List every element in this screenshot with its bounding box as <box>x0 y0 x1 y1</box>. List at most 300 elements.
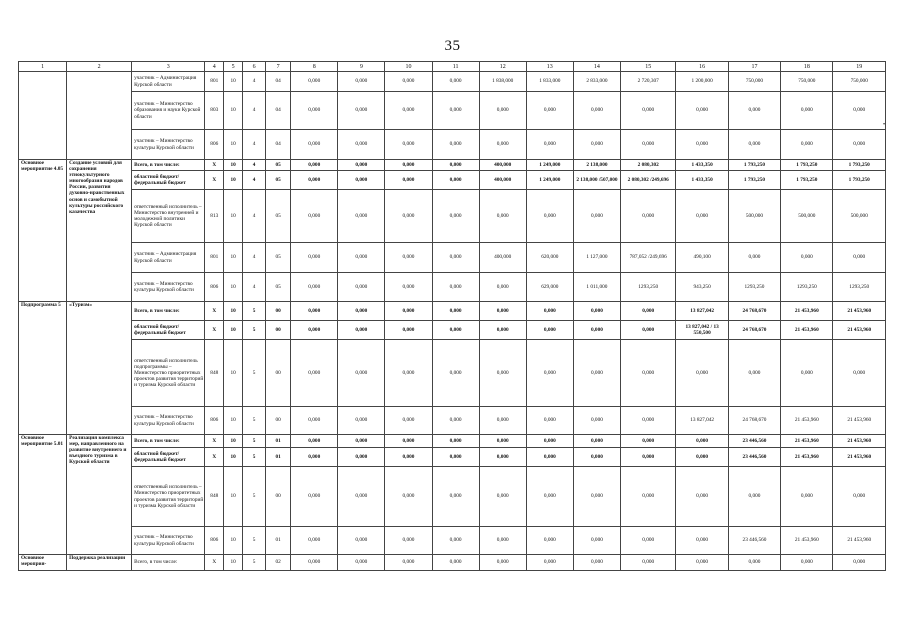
amount-cell: 21 453,960 <box>833 321 886 340</box>
amount-cell: 0,000 <box>620 435 675 448</box>
budget-code-cell: 05 <box>266 243 291 273</box>
budget-code-cell: Х <box>205 171 224 190</box>
amount-cell: 0,000 <box>781 243 833 273</box>
amount-cell: 0,000 <box>728 340 780 407</box>
column-number: 4 <box>205 62 224 72</box>
amount-cell: 0,000 <box>728 555 780 571</box>
amount-cell: 1 793,250 <box>833 171 886 190</box>
amount-cell: 0,000 <box>432 302 479 321</box>
amount-cell: 0,000 <box>291 435 338 448</box>
column-number: 5 <box>224 62 243 72</box>
table-row <box>19 72 886 92</box>
budget-code-cell: 848 <box>205 340 224 407</box>
amount-cell: 400,000 <box>479 243 526 273</box>
table-row <box>19 92 886 130</box>
table-row <box>19 190 886 243</box>
amount-cell: 0,000 <box>385 72 432 92</box>
table-row <box>19 160 886 171</box>
funding-source-cell: Всего, в том числе: <box>132 160 205 171</box>
budget-code-cell: 4 <box>243 160 266 171</box>
budget-code-cell: Х <box>205 302 224 321</box>
budget-code-cell: 10 <box>224 527 243 555</box>
amount-cell: 21 453,960 <box>781 321 833 340</box>
amount-cell: 0,000 <box>833 92 886 130</box>
budget-code-cell: 5 <box>243 302 266 321</box>
amount-cell: 0,000 <box>620 302 675 321</box>
amount-cell: 750,000 <box>833 72 886 92</box>
column-number: 13 <box>526 62 573 72</box>
budget-code-cell: 04 <box>266 72 291 92</box>
column-number: 15 <box>620 62 675 72</box>
amount-cell: 0,000 <box>432 321 479 340</box>
budget-code-cell: 4 <box>243 72 266 92</box>
budget-code-cell: 05 <box>266 171 291 190</box>
budget-code-cell: 806 <box>205 527 224 555</box>
amount-cell: 0,000 <box>385 92 432 130</box>
budget-code-cell: 10 <box>224 555 243 571</box>
amount-cell: 0,000 <box>676 92 728 130</box>
budget-code-cell: 4 <box>243 171 266 190</box>
amount-cell: 21 453,960 <box>781 407 833 435</box>
amount-cell: 0,000 <box>291 448 338 467</box>
table-row <box>19 407 886 435</box>
budget-code-cell: 10 <box>224 72 243 92</box>
budget-code-cell: 4 <box>243 92 266 130</box>
budget-table <box>18 61 886 571</box>
amount-cell: 0,000 <box>526 302 573 321</box>
amount-cell: 0,000 <box>781 130 833 160</box>
table-row <box>19 555 886 571</box>
amount-cell: 1 433,350 <box>676 160 728 171</box>
amount-cell: 0,000 <box>385 130 432 160</box>
table-row <box>19 467 886 527</box>
amount-cell: 0,000 <box>526 448 573 467</box>
amount-cell: 0,000 <box>385 340 432 407</box>
amount-cell: 0,000 <box>676 467 728 527</box>
amount-cell: 1 249,000 <box>526 160 573 171</box>
budget-code-cell: 806 <box>205 130 224 160</box>
amount-cell: 0,000 <box>291 160 338 171</box>
table-row <box>19 302 886 321</box>
funding-source-cell: ответственный исполнитель подпрограммы – Министерство приоритетных проектов развития территорий и туризма Курской области <box>132 340 205 407</box>
budget-code-cell: 10 <box>224 321 243 340</box>
amount-cell: 0,000 <box>338 243 385 273</box>
amount-cell: 0,000 <box>479 302 526 321</box>
budget-code-cell: Х <box>205 448 224 467</box>
amount-cell: 0,000 <box>833 130 886 160</box>
amount-cell: 21 453,960 <box>833 527 886 555</box>
column-number: 12 <box>479 62 526 72</box>
column-number: 2 <box>67 62 132 72</box>
amount-cell: 0,000 <box>573 92 620 130</box>
amount-cell: 2 080,302 /249,696 <box>620 171 675 190</box>
amount-cell: 0,000 <box>432 130 479 160</box>
amount-cell: 21 453,960 <box>833 448 886 467</box>
funding-source-cell: Всего, в том числе: <box>132 435 205 448</box>
column-number: 8 <box>291 62 338 72</box>
budget-code-cell: 801 <box>205 243 224 273</box>
amount-cell: 24 768,670 <box>728 321 780 340</box>
budget-code-cell: 10 <box>224 160 243 171</box>
budget-code-cell: 10 <box>224 190 243 243</box>
amount-cell: 0,000 <box>479 130 526 160</box>
amount-cell: 0,000 <box>338 435 385 448</box>
amount-cell: 0,000 <box>385 435 432 448</box>
funding-source-cell: ответственный исполнитель – Министерство приоритетных проектов развития территорий и туризма Курской области <box>132 467 205 527</box>
budget-code-cell: 00 <box>266 302 291 321</box>
amount-cell: 0,000 <box>291 190 338 243</box>
program-name-cell <box>67 72 132 160</box>
amount-cell: 13 827,042 <box>676 302 728 321</box>
budget-code-cell: 04 <box>266 92 291 130</box>
funding-source-cell: участник – Министерство культуры Курской области <box>132 407 205 435</box>
amount-cell: 0,000 <box>291 273 338 302</box>
amount-cell: 750,000 <box>781 72 833 92</box>
amount-cell: 0,000 <box>479 448 526 467</box>
budget-code-cell: 02 <box>266 555 291 571</box>
amount-cell: 0,000 <box>781 555 833 571</box>
amount-cell: 0,000 <box>728 130 780 160</box>
amount-cell: 500,000 <box>833 190 886 243</box>
amount-cell: 21 453,960 <box>833 407 886 435</box>
column-number: 16 <box>676 62 728 72</box>
amount-cell: 0,000 <box>526 467 573 527</box>
amount-cell: 0,000 <box>338 72 385 92</box>
column-number-row <box>19 62 886 72</box>
budget-code-cell: Х <box>205 435 224 448</box>
amount-cell: 0,000 <box>573 130 620 160</box>
amount-cell: 0,000 <box>573 527 620 555</box>
amount-cell: 1293,250 <box>620 273 675 302</box>
amount-cell: 0,000 <box>479 340 526 407</box>
amount-cell: 0,000 <box>385 448 432 467</box>
column-number: 14 <box>573 62 620 72</box>
amount-cell: 1 838,000 <box>479 72 526 92</box>
amount-cell: 0,000 <box>338 555 385 571</box>
amount-cell: 21 453,960 <box>833 435 886 448</box>
budget-code-cell: Х <box>205 160 224 171</box>
amount-cell: 0,000 <box>573 190 620 243</box>
amount-cell: 0,000 <box>620 407 675 435</box>
amount-cell: 2 833,000 <box>573 72 620 92</box>
amount-cell: 0,000 <box>526 407 573 435</box>
amount-cell: 0,000 <box>526 435 573 448</box>
amount-cell: 0,000 <box>620 340 675 407</box>
budget-code-cell: 04 <box>266 130 291 160</box>
amount-cell: 0,000 <box>479 92 526 130</box>
program-status-cell: Основное мероприятие 5.01 <box>19 435 67 555</box>
budget-code-cell: 05 <box>266 190 291 243</box>
amount-cell: 0,000 <box>291 130 338 160</box>
budget-code-cell: 801 <box>205 72 224 92</box>
amount-cell: 1293,250 <box>781 273 833 302</box>
amount-cell: 0,000 <box>479 467 526 527</box>
table-row <box>19 321 886 340</box>
amount-cell: 0,000 <box>338 448 385 467</box>
program-name-cell: Реализация комплекса мер, направленного на развитие внутреннего и въездного туризма в Курской области <box>67 435 132 555</box>
amount-cell: 0,000 <box>526 190 573 243</box>
funding-source-cell: участник – Администрация Курской области <box>132 243 205 273</box>
amount-cell: 0,000 <box>620 92 675 130</box>
budget-code-cell: 00 <box>266 407 291 435</box>
funding-source-cell: областной бюджет/ федеральный бюджет <box>132 448 205 467</box>
budget-code-cell: 5 <box>243 435 266 448</box>
amount-cell: 1293,250 <box>833 273 886 302</box>
amount-cell: 0,000 <box>620 190 675 243</box>
amount-cell: 0,000 <box>573 435 620 448</box>
amount-cell: 1 793,250 <box>781 171 833 190</box>
amount-cell: 0,000 <box>338 302 385 321</box>
column-number: 19 <box>833 62 886 72</box>
table-row <box>19 435 886 448</box>
amount-cell: 0,000 <box>728 467 780 527</box>
amount-cell: 0,000 <box>385 273 432 302</box>
amount-cell: 0,000 <box>526 527 573 555</box>
table-body <box>19 62 886 571</box>
amount-cell: 1 793,250 <box>781 160 833 171</box>
column-number: 9 <box>338 62 385 72</box>
page-number: 35 <box>444 38 461 54</box>
amount-cell: 0,000 <box>291 72 338 92</box>
amount-cell: 400,000 <box>479 171 526 190</box>
table-row <box>19 130 886 160</box>
funding-source-cell: участник – Министерство культуры Курской области <box>132 527 205 555</box>
amount-cell: 0,000 <box>526 321 573 340</box>
amount-cell: 0,000 <box>338 92 385 130</box>
amount-cell: 0,000 <box>432 555 479 571</box>
amount-cell: 629,000 <box>526 273 573 302</box>
budget-code-cell: 5 <box>243 467 266 527</box>
column-number: 3 <box>132 62 205 72</box>
amount-cell: 0,000 <box>338 527 385 555</box>
amount-cell: 0,000 <box>291 527 338 555</box>
amount-cell: 0,000 <box>620 321 675 340</box>
amount-cell: 943,250 <box>676 273 728 302</box>
amount-cell: 2 138,000 <box>573 160 620 171</box>
amount-cell: 21 453,960 <box>781 302 833 321</box>
amount-cell: 0,000 <box>432 160 479 171</box>
table-row <box>19 527 886 555</box>
program-name-cell: «Туризм» <box>67 302 132 435</box>
amount-cell: 0,000 <box>479 555 526 571</box>
amount-cell: 0,000 <box>526 92 573 130</box>
amount-cell: 0,000 <box>291 243 338 273</box>
amount-cell: 0,000 <box>432 448 479 467</box>
amount-cell: 0,000 <box>833 467 886 527</box>
budget-code-cell: 10 <box>224 171 243 190</box>
amount-cell: 0,000 <box>526 555 573 571</box>
budget-code-cell: 00 <box>266 467 291 527</box>
budget-code-cell: Х <box>205 321 224 340</box>
amount-cell: 0,000 <box>432 243 479 273</box>
amount-cell: 0,000 <box>432 273 479 302</box>
amount-cell: 0,000 <box>385 321 432 340</box>
budget-code-cell: 813 <box>205 190 224 243</box>
amount-cell: 0,000 <box>676 340 728 407</box>
budget-code-cell: 4 <box>243 273 266 302</box>
amount-cell: 1293,250 <box>728 273 780 302</box>
amount-cell: 0,000 <box>338 321 385 340</box>
amount-cell: 0,000 <box>432 190 479 243</box>
budget-code-cell: 00 <box>266 340 291 407</box>
funding-source-cell: Всего, в том числе: <box>132 555 205 571</box>
column-number: 18 <box>781 62 833 72</box>
amount-cell: 0,000 <box>338 160 385 171</box>
amount-cell: 23 446,560 <box>728 448 780 467</box>
program-name-cell: Поддержка реализации <box>67 555 132 571</box>
budget-code-cell: 848 <box>205 467 224 527</box>
stray-mark: • <box>883 122 886 128</box>
amount-cell: 0,000 <box>781 92 833 130</box>
column-number: 10 <box>385 62 432 72</box>
amount-cell: 0,000 <box>432 92 479 130</box>
column-number: 17 <box>728 62 780 72</box>
budget-code-cell: 00 <box>266 321 291 340</box>
funding-source-cell: участник – Министерство образования и науки Курской области <box>132 92 205 130</box>
amount-cell: 0,000 <box>385 243 432 273</box>
amount-cell: 0,000 <box>385 302 432 321</box>
amount-cell: 0,000 <box>526 130 573 160</box>
amount-cell: 0,000 <box>676 527 728 555</box>
budget-code-cell: 10 <box>224 302 243 321</box>
amount-cell: 0,000 <box>781 340 833 407</box>
budget-code-cell: 05 <box>266 160 291 171</box>
amount-cell: 21 453,960 <box>781 448 833 467</box>
amount-cell: 13 827,042 <box>676 407 728 435</box>
amount-cell: 0,000 <box>338 467 385 527</box>
amount-cell: 24 768,670 <box>728 302 780 321</box>
amount-cell: 0,000 <box>338 130 385 160</box>
amount-cell: 0,000 <box>291 340 338 407</box>
amount-cell: 0,000 <box>728 243 780 273</box>
amount-cell: 1 011,000 <box>573 273 620 302</box>
amount-cell: 0,000 <box>479 407 526 435</box>
budget-code-cell: 5 <box>243 407 266 435</box>
amount-cell: 13 827,042 / 13 550,500 <box>676 321 728 340</box>
amount-cell: 0,000 <box>432 171 479 190</box>
budget-code-cell: 10 <box>224 448 243 467</box>
amount-cell: 2 080,302 <box>620 160 675 171</box>
column-number: 1 <box>19 62 67 72</box>
amount-cell: 0,000 <box>385 527 432 555</box>
budget-code-cell: 05 <box>266 273 291 302</box>
amount-cell: 1 833,000 <box>526 72 573 92</box>
amount-cell: 21 453,960 <box>781 527 833 555</box>
funding-source-cell: ответственный исполнитель – Министерство внутренней и молодежной политики Курской области <box>132 190 205 243</box>
budget-code-cell: Х <box>205 555 224 571</box>
budget-code-cell: 806 <box>205 273 224 302</box>
amount-cell: 0,000 <box>432 527 479 555</box>
amount-cell: 0,000 <box>432 340 479 407</box>
amount-cell: 24 768,670 <box>728 407 780 435</box>
amount-cell: 0,000 <box>620 448 675 467</box>
amount-cell: 23 446,560 <box>728 527 780 555</box>
program-status-cell <box>19 72 67 160</box>
amount-cell: 0,000 <box>338 340 385 407</box>
amount-cell: 0,000 <box>291 321 338 340</box>
amount-cell: 0,000 <box>479 273 526 302</box>
amount-cell: 0,000 <box>385 467 432 527</box>
amount-cell: 0,000 <box>676 435 728 448</box>
amount-cell: 1 793,250 <box>728 160 780 171</box>
budget-code-cell: 10 <box>224 273 243 302</box>
budget-code-cell: 5 <box>243 527 266 555</box>
table-row <box>19 273 886 302</box>
amount-cell: 0,000 <box>620 555 675 571</box>
budget-code-cell: 4 <box>243 243 266 273</box>
amount-cell: 0,000 <box>573 321 620 340</box>
amount-cell: 500,000 <box>781 190 833 243</box>
amount-cell: 500,000 <box>728 190 780 243</box>
amount-cell: 21 453,960 <box>833 302 886 321</box>
amount-cell: 0,000 <box>676 190 728 243</box>
amount-cell: 0,000 <box>338 171 385 190</box>
amount-cell: 1 200,000 <box>676 72 728 92</box>
budget-code-cell: 10 <box>224 435 243 448</box>
amount-cell: 0,000 <box>573 340 620 407</box>
budget-code-cell: 01 <box>266 435 291 448</box>
amount-cell: 0,000 <box>573 407 620 435</box>
table-row <box>19 340 886 407</box>
funding-source-cell: участник – Министерство культуры Курской области <box>132 273 205 302</box>
amount-cell: 0,000 <box>291 555 338 571</box>
budget-code-cell: 4 <box>243 190 266 243</box>
column-number: 6 <box>243 62 266 72</box>
amount-cell: 0,000 <box>385 171 432 190</box>
funding-source-cell: участник – Министерство культуры Курской области <box>132 130 205 160</box>
budget-code-cell: 10 <box>224 92 243 130</box>
budget-code-cell: 10 <box>224 243 243 273</box>
amount-cell: 0,000 <box>291 302 338 321</box>
amount-cell: 490,100 <box>676 243 728 273</box>
amount-cell: 1 793,250 <box>833 160 886 171</box>
amount-cell: 0,000 <box>291 171 338 190</box>
amount-cell: 1 127,000 <box>573 243 620 273</box>
budget-code-cell: 806 <box>205 407 224 435</box>
amount-cell: 0,000 <box>338 407 385 435</box>
amount-cell: 0,000 <box>526 340 573 407</box>
amount-cell: 0,000 <box>833 243 886 273</box>
funding-source-cell: областной бюджет/ федеральный бюджет <box>132 321 205 340</box>
amount-cell: 0,000 <box>676 555 728 571</box>
program-status-cell: Основное мероприятие 4.05 <box>19 160 67 302</box>
amount-cell: 0,000 <box>833 340 886 407</box>
amount-cell: 0,000 <box>676 130 728 160</box>
budget-code-cell: 10 <box>224 340 243 407</box>
amount-cell: 0,000 <box>573 555 620 571</box>
budget-code-cell: 803 <box>205 92 224 130</box>
amount-cell: 0,000 <box>385 190 432 243</box>
funding-source-cell: областной бюджет/ федеральный бюджет <box>132 171 205 190</box>
amount-cell: 400,000 <box>479 160 526 171</box>
program-name-cell: Создание условий для сохранения этнокультурного многообразия народов России, развития духовно-нравственных основ и самобытной культуры российского казачества <box>67 160 132 302</box>
amount-cell: 0,000 <box>338 273 385 302</box>
budget-code-cell: 01 <box>266 448 291 467</box>
budget-code-cell: 10 <box>224 407 243 435</box>
amount-cell: 0,000 <box>573 448 620 467</box>
amount-cell: 0,000 <box>479 190 526 243</box>
amount-cell: 750,000 <box>728 72 780 92</box>
budget-code-cell: 4 <box>243 130 266 160</box>
amount-cell: 1 793,250 <box>728 171 780 190</box>
amount-cell: 0,000 <box>338 190 385 243</box>
budget-code-cell: 5 <box>243 555 266 571</box>
amount-cell: 0,000 <box>385 555 432 571</box>
amount-cell: 1 433,350 <box>676 171 728 190</box>
amount-cell: 0,000 <box>573 467 620 527</box>
amount-cell: 0,000 <box>432 407 479 435</box>
amount-cell: 0,000 <box>479 435 526 448</box>
